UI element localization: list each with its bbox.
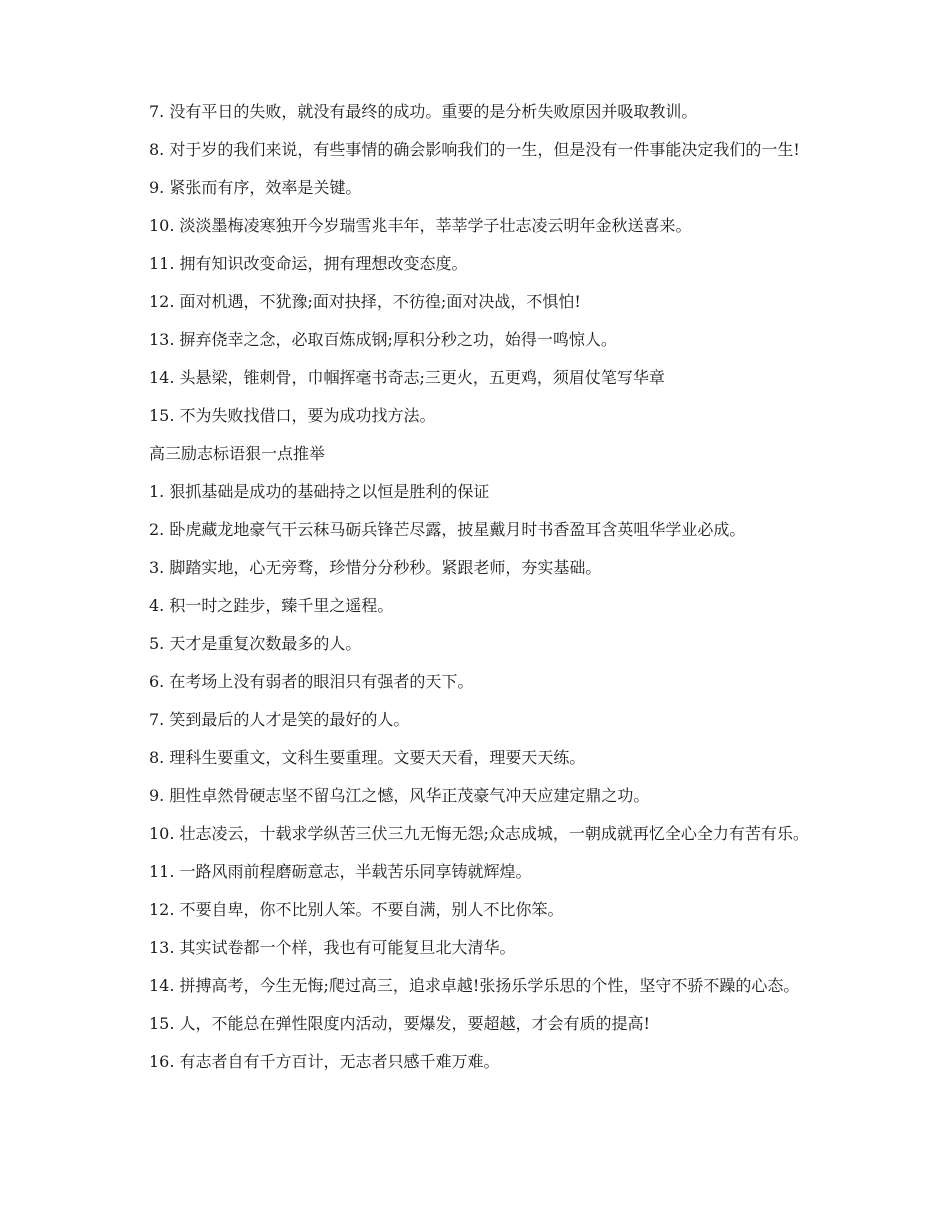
list-item-s1-9: 9. 紧张而有序，效率是关键。 <box>149 178 362 197</box>
list-item-s2-13: 13. 其实试卷都一个样，我也有可能复旦北大清华。 <box>149 938 516 957</box>
list-item-s2-1: 1. 狠抓基础是成功的基础持之以恒是胜利的保证 <box>149 482 490 501</box>
list-item-s1-7: 7. 没有平日的失败，就没有最终的成功。重要的是分析失败原因并吸取教训。 <box>149 102 698 121</box>
list-item-s1-8: 8. 对于岁的我们来说，有些事情的确会影响我们的一生，但是没有一件事能决定我们的一生! <box>149 140 800 159</box>
list-item-s2-11: 11. 一路风雨前程磨砺意志，半载苦乐同享铸就辉煌。 <box>149 862 532 881</box>
list-item-s2-4: 4. 积一时之跬步，臻千里之遥程。 <box>149 596 394 615</box>
list-item-s1-11: 11. 拥有知识改变命运，拥有理想改变态度。 <box>149 254 468 273</box>
list-item-s2-10: 10. 壮志凌云，十载求学纵苦三伏三九无悔无怨;众志成城，一朝成就再忆全心全力有苦有乐。 <box>149 824 809 843</box>
list-item-s1-14: 14. 头悬梁，锥刺骨，巾帼挥毫书奇志;三更火，五更鸡，须眉仗笔写华章 <box>149 368 665 387</box>
list-item-s2-5: 5. 天才是重复次数最多的人。 <box>149 634 362 653</box>
list-item-s2-7: 7. 笑到最后的人才是笑的最好的人。 <box>149 710 410 729</box>
list-item-s1-15: 15. 不为失败找借口，要为成功找方法。 <box>149 406 436 425</box>
list-item-s2-12: 12. 不要自卑，你不比别人笨。不要自满，别人不比你笨。 <box>149 900 564 919</box>
list-item-s2-9: 9. 胆性卓然骨硬志坚不留乌江之憾，风华正茂豪气冲天应建定鼎之功。 <box>149 786 650 805</box>
list-item-s2-16: 16. 有志者自有千方百计，无志者只感千难万难。 <box>149 1052 500 1071</box>
section-heading: 高三励志标语狠一点推举 <box>149 444 326 463</box>
list-item-s2-15: 15. 人，不能总在弹性限度内活动，要爆发，要超越，才会有质的提高! <box>149 1014 650 1033</box>
list-item-s2-8: 8. 理科生要重文，文科生要重理。文要天天看，理要天天练。 <box>149 748 586 767</box>
list-item-s2-6: 6. 在考场上没有弱者的眼泪只有强者的天下。 <box>149 672 474 691</box>
list-item-s1-13: 13. 摒弃侥幸之念，必取百炼成钢;厚积分秒之功，始得一鸣惊人。 <box>149 330 617 349</box>
list-item-s2-2: 2. 卧虎藏龙地豪气干云秣马砺兵锋芒尽露，披星戴月时书香盈耳含英咀华学业必成。 <box>149 520 746 539</box>
list-item-s1-10: 10. 淡淡墨梅凌寒独开今岁瑞雪兆丰年，莘莘学子壮志凌云明年金秋送喜来。 <box>149 216 692 235</box>
list-item-s2-3: 3. 脚踏实地，心无旁骛，珍惜分分秒秒。紧跟老师，夯实基础。 <box>149 558 602 577</box>
list-item-s2-14: 14. 拼搏高考，今生无悔;爬过高三，追求卓越!张扬乐学乐思的个性，坚守不骄不躁的心态。 <box>149 976 800 995</box>
document-page <box>116 100 836 1088</box>
list-item-s1-12: 12. 面对机遇，不犹豫;面对抉择，不彷徨;面对决战，不惧怕! <box>149 292 581 311</box>
